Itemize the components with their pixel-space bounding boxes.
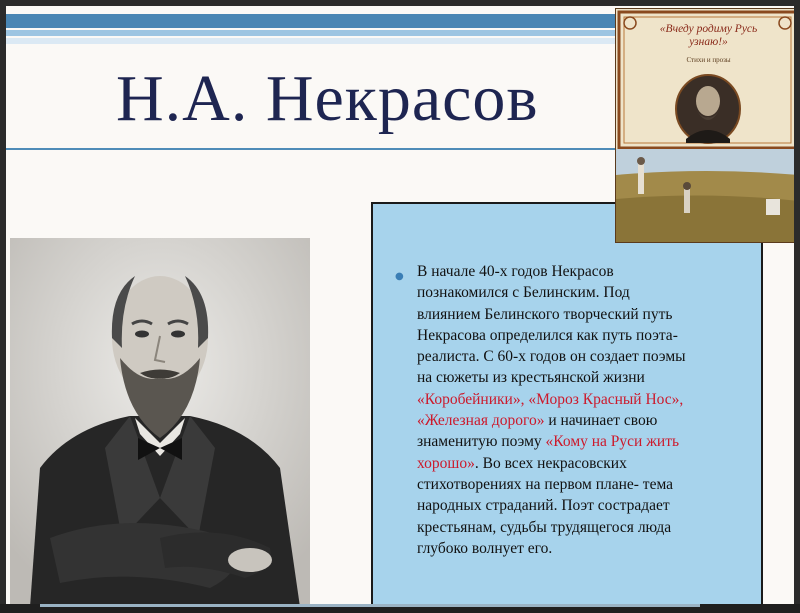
work-title-text: «Кому на Руси жить (545, 433, 680, 451)
text-line (417, 410, 762, 431)
text-line (417, 431, 762, 452)
text-segment: знаменитую поэму (417, 433, 546, 451)
slide-title: Н.А. Некрасов (116, 62, 539, 135)
portrait-image (10, 238, 310, 607)
text-line (417, 517, 762, 538)
text-segment: . Во всех некрасовских (474, 454, 627, 472)
text-panel (371, 202, 763, 607)
text-line (417, 389, 762, 410)
bullet-icon: ● (395, 271, 404, 282)
book-cover-subtitle: Стихи и прозы (686, 56, 731, 64)
text-segment: стихотворениях на первом плане- тема (417, 475, 674, 493)
work-title-text: «Железная дорого» (417, 412, 545, 430)
text-segment: влиянием Белинского творческий путь (417, 305, 673, 323)
bottom-accent-line (40, 604, 700, 607)
body-paragraph (417, 261, 762, 559)
title-underline (6, 148, 616, 150)
work-title-text: «Коробейники», «Мороз Красный Нос», (417, 390, 684, 408)
text-segment: и начинает свою (544, 412, 658, 430)
text-segment: народных страданий. Поэт сострадает (417, 497, 670, 515)
book-cover-title: «Вчеду родиму Русь узнаю!» (659, 23, 758, 48)
text-segment: В начале 40-х годов Некрасов (417, 263, 614, 280)
text-segment: крестьянам, судьбы трудящегося люда (417, 518, 672, 536)
text-segment: Некрасова определился как путь поэта- (417, 326, 678, 344)
work-title-text: хорошо» (417, 454, 475, 472)
text-line (417, 304, 762, 325)
text-segment: реалиста. С 60-х годов он создает поэмы (417, 348, 686, 366)
text-line (417, 325, 762, 346)
text-line (417, 538, 762, 559)
text-line (417, 346, 762, 367)
text-segment: глубоко волнует его. (417, 539, 553, 557)
portrait-illustration (10, 238, 310, 607)
text-line (417, 495, 762, 516)
slide (6, 6, 794, 607)
text-line (417, 453, 762, 474)
text-segment: на сюжеты из крестьянской жизни (417, 369, 645, 387)
text-line (417, 474, 762, 495)
text-line (417, 282, 762, 303)
text-line (417, 261, 762, 282)
text-segment: познакомился с Белинским. Под (417, 284, 630, 302)
text-line (417, 367, 762, 388)
book-cover-image (615, 8, 794, 243)
